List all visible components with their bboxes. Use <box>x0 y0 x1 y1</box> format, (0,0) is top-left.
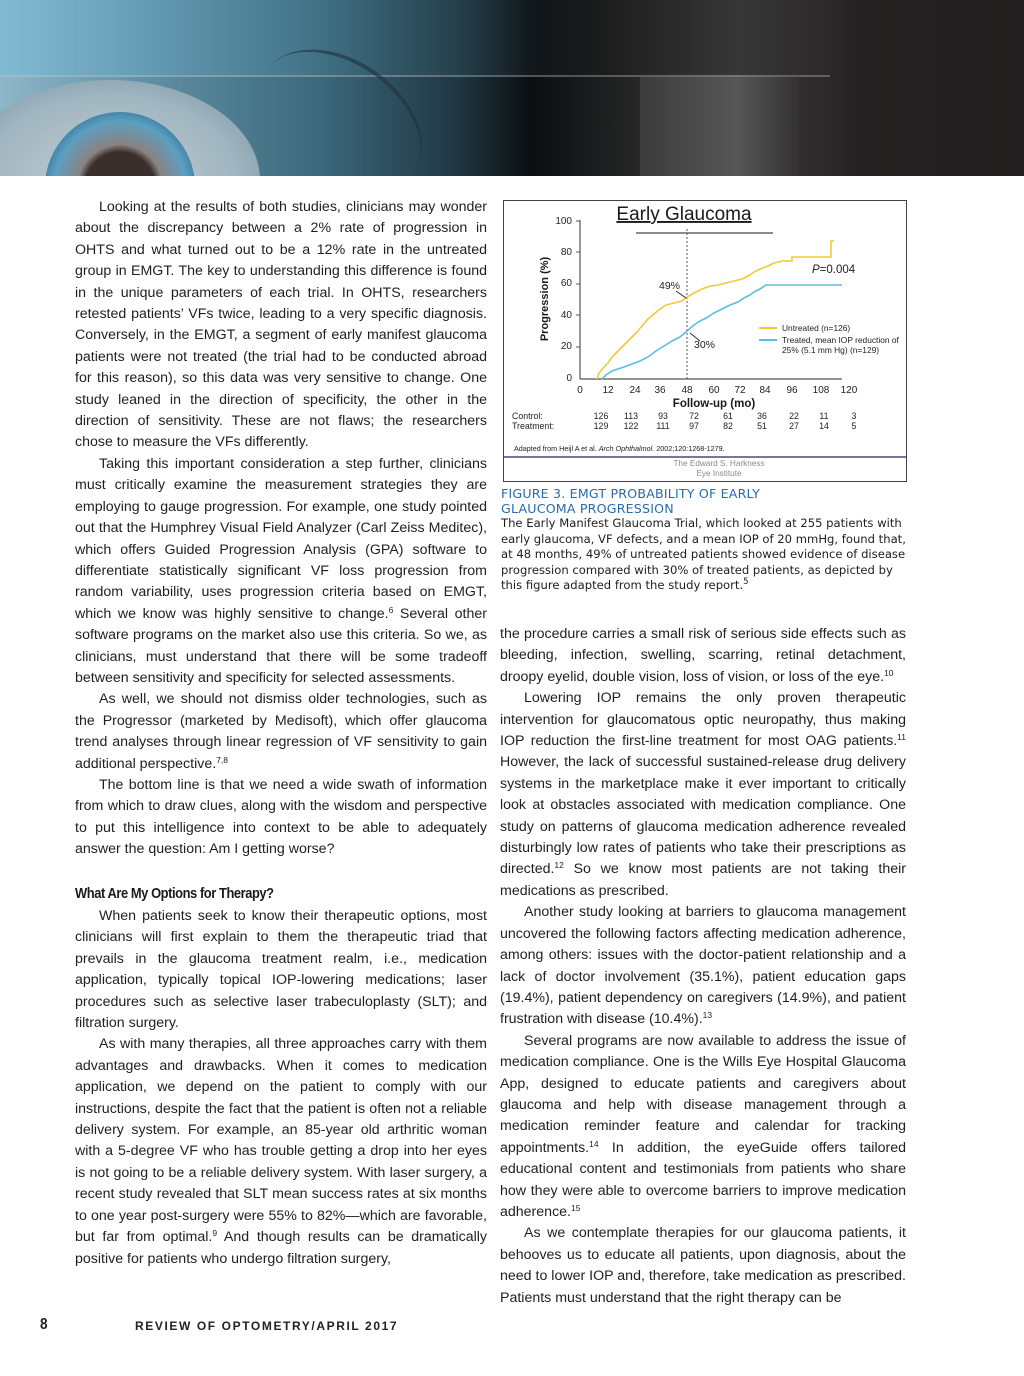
figure-caption-title: FIGURE 3. EMGT PROBABILITY OF EARLY GLAUCOMA PROGRESSION <box>501 486 760 516</box>
kaplan-meier-chart <box>504 201 906 481</box>
figure-caption <box>501 487 911 594</box>
svg-text:82: 82 <box>723 421 733 431</box>
y-tick-labels <box>555 216 572 384</box>
header-image-band <box>0 0 830 77</box>
paragraph: As with many therapies, all three approaches carry with them advantages and drawbacks. When it comes to medication application, we depend on the patient to comply with our instructions, despite the fact that the patient is often not a reliable delivery system. For example, an 85-year old arthritic woman with a 5-degree VF who has trouble getting a drop into her eyes is not going to be a reliable delivery system. With laser surgery, a recent study revealed that SLT mean success rates at six months to one year post-surgery were 55% to 82%—which are favorable, but far from optimal.$^9$ And though results can be dramatically positive for patients who undergo filtration surgery, <box>75 1036 487 1267</box>
figure-chart <box>503 200 907 482</box>
chart-title: Early Glaucoma <box>616 204 752 225</box>
svg-text:40: 40 <box>560 310 572 321</box>
svg-text:Control:: Control: <box>512 411 543 421</box>
svg-text:72: 72 <box>734 385 746 396</box>
p-value: P=0.004 <box>812 264 856 276</box>
footnote-ref: 9 <box>212 1228 218 1239</box>
svg-text:11: 11 <box>819 411 829 421</box>
footnote-ref: 15 <box>571 1202 581 1213</box>
figure-caption-body: The Early Manifest Glaucoma Trial, which looked at 255 patients with early glaucoma, VF defects, and a mean IOP of 20 mmHg, found that, at 48 months, 49% of untreated patients showed evidence of disease progression compared with 30% of treated patients, as depicted by this figure adapted from the study report.$^5$ <box>501 516 906 592</box>
svg-text:60: 60 <box>560 278 572 289</box>
page-number: 8 <box>40 1316 48 1333</box>
x-tick-labels <box>577 385 858 396</box>
paragraph: Looking at the results of both studies, clinicians may wonder about the discrepancy between a 2% rate of progression in OHTS and what turned out to be a 12% rate in the untreated group in EMGT. The key to understanding this difference is found in the unique parameters of each trial. In OHTS, researchers retested patients’ VFs twice, leading to a very specific diagnosis. Conversely, in the EMGT, a segment of early manifest glaucoma patients were not treated (the trial had to be conducted abroad for this reason), so this data was very sensitive to change. One study leaned in the direction of specificity, the other in the direction of sensitivity. These are not flaws; the researchers chose to measure the VFs differently. <box>75 199 487 451</box>
paragraph: Another study looking at barriers to glaucoma management uncovered the following factors affecting medication adherence, among others: issues with the doctor-patient relationship and a lack of doctor involvement (35.1%), patient education gaps (19.4%), patient dependency on caregivers (14.9%), and patient frustration with disease (10.4%).$^{13}$ <box>500 904 906 1028</box>
paragraph: When patients seek to know their therapeutic options, most clinicians will first explain to them the therapeutic triad that prevails in the glaucoma treatment realm, i.e., medication application, typically topical IOP-lowering medications; laser procedures such as selective laser trabeculoplasty (SLT); and filtration surgery. <box>75 908 487 1032</box>
publication-footer: REVIEW OF OPTOMETRY/APRIL 2017 <box>135 1319 399 1333</box>
x-axis-label: Follow-up (mo) <box>672 398 756 410</box>
untreated-curve <box>597 241 834 379</box>
annotation-30: 30% <box>694 339 716 351</box>
svg-text:126: 126 <box>593 411 609 421</box>
paragraph: As well, we should not dismiss older technologies, such as the Progressor (marketed by Medisoft), which offer glaucoma trend analyses through linear regression of VF sensitivity to gain additional perspective.$^{7,8}$ <box>75 691 487 772</box>
annotation-49: 49% <box>659 280 681 292</box>
svg-text:24: 24 <box>629 385 641 396</box>
figure-credit-line1: The Edward S. Harkness <box>673 459 765 468</box>
footnote-ref: 7,8 <box>216 754 229 765</box>
legend-treated-label-2: 25% (5.1 mm Hg) (n=129) <box>782 345 880 355</box>
right-column <box>500 624 906 1309</box>
svg-text:96: 96 <box>786 385 798 396</box>
header-image-panel <box>640 75 800 176</box>
paragraph: Taking this important consideration a step further, clinicians must critically examine the measurement strategies they are employing to gauge progression. For example, one study pointed out that the Humphrey Visual Field Analyzer (Carl Zeiss Meditec), which offers Guided Progression Analysis (GPA) software to differentiate statistically significant VF loss progression from random variability, uses progression criteria based on EMGT, which we know was highly sensitive to change.$^6$ Several other software programs on the market also use this criteria. So we, as clinicians, must understand that there will be some tradeoff between sensitivity and specificity for selected assessments. <box>75 455 487 686</box>
svg-text:122: 122 <box>623 421 639 431</box>
left-column <box>75 197 487 1270</box>
footnote-ref: 12 <box>554 860 564 871</box>
svg-text:0: 0 <box>566 373 572 384</box>
svg-text:12: 12 <box>602 385 614 396</box>
section-subheading: What Are My Options for Therapy? <box>75 884 274 902</box>
svg-text:36: 36 <box>757 411 767 421</box>
header-eye-image <box>0 0 1024 176</box>
svg-text:97: 97 <box>689 421 699 431</box>
paragraph: The bottom line is that we need a wide swath of information from which to draw clues, along with the wisdom and perspective to put this intelligence into context to be able to adequately answer the question: Am I getting worse? <box>75 776 487 858</box>
svg-text:113: 113 <box>623 411 639 421</box>
svg-text:84: 84 <box>759 385 771 396</box>
paragraph: the procedure carries a small risk of serious side effects such as bleeding, infection, swelling, scarring, retinal detachment, droopy eyelid, double vision, loss of vision, or loss of the eye.$^{10}$ <box>500 626 906 685</box>
svg-text:27: 27 <box>789 421 799 431</box>
svg-text:0: 0 <box>577 385 583 396</box>
footnote-ref: 13 <box>702 1010 713 1021</box>
svg-text:5: 5 <box>851 421 857 431</box>
svg-text:51: 51 <box>757 421 767 431</box>
footnote-ref: 10 <box>884 667 894 678</box>
svg-text:129: 129 <box>593 421 609 431</box>
svg-text:80: 80 <box>560 247 572 258</box>
footnote-ref: 6 <box>388 604 394 615</box>
figure-credit-line2: Eye Institute <box>696 469 742 478</box>
svg-text:93: 93 <box>658 411 668 421</box>
svg-text:108: 108 <box>812 385 830 396</box>
legend-untreated-label: Untreated (n=126) <box>782 323 851 333</box>
svg-text:61: 61 <box>723 411 733 421</box>
svg-text:3: 3 <box>851 411 857 421</box>
paragraph: Lowering IOP remains the only proven therapeutic intervention for glaucomatous optic neuropathy, thus making IOP reduction the first-line treatment for most OAG patients.$^{11}$ However, the lack of successful sustained-release drug delivery systems in the marketplace make it ever important to critically look at obstacles associated with medication compliance. One study on patterns of glaucoma medication adherence revealed disturbingly low rates of patients who take their prescriptions as directed.$^{12}$ So we know most patients are not taking their medications as prescribed. <box>500 690 906 899</box>
svg-text:22: 22 <box>789 411 799 421</box>
svg-text:60: 60 <box>708 385 720 396</box>
footnote-ref: 14 <box>589 1138 599 1149</box>
legend-treated-label: Treated, mean IOP reduction of <box>782 335 899 345</box>
svg-text:48: 48 <box>681 385 693 396</box>
svg-text:14: 14 <box>819 421 829 431</box>
footnote-ref: 5 <box>743 577 749 587</box>
svg-text:72: 72 <box>689 411 699 421</box>
paragraph: Several programs are now available to address the issue of medication compliance. One is the Wills Eye Hospital Glaucoma App, designed to educate patients and caregivers about glaucoma and help with disease management through a medication reminder feature and calendar for tracking appointments.$^{14}$ In addition, the eyeGuide offers tailored educational content and testimonials from patients who share how they were able to overcome barriers to improve medication adherence.$^{15}$ <box>500 1032 906 1220</box>
svg-text:120: 120 <box>840 385 858 396</box>
svg-text:Treatment:: Treatment: <box>512 421 555 431</box>
y-axis-label: Progression (%) <box>539 256 551 342</box>
svg-text:111: 111 <box>656 421 670 431</box>
svg-text:20: 20 <box>560 341 572 352</box>
figure-source-note: Adapted from Heijl A et al. Arch Ophthalmol. 2002;120:1268-1279. <box>514 444 725 453</box>
paragraph: As we contemplate therapies for our glaucoma patients, it behooves us to educate all patients, upon diagnosis, about the need to lower IOP and, therefore, take medication as prescribed. Patients must understand that the right therapy can be <box>500 1225 906 1306</box>
svg-text:36: 36 <box>654 385 666 396</box>
chart-legend <box>759 323 900 355</box>
risk-table <box>512 411 857 431</box>
svg-text:100: 100 <box>555 216 572 227</box>
footnote-ref: 11 <box>897 732 906 743</box>
